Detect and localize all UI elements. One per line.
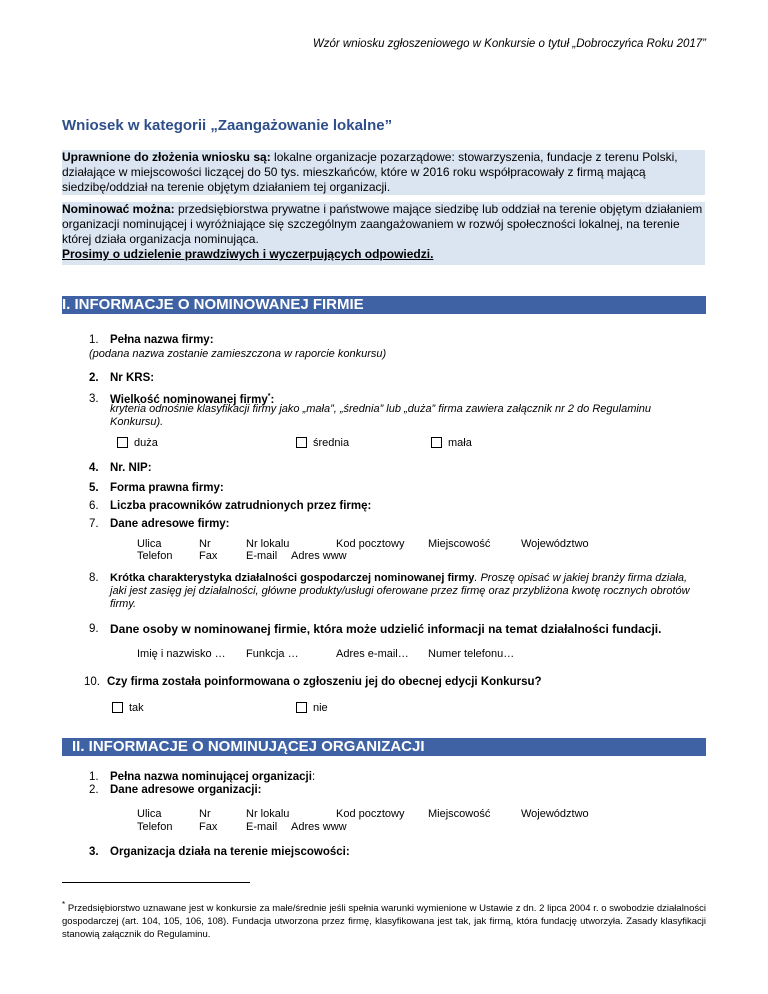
section-1-title: I. INFORMACJE O NOMINOWANEJ FIRMIE — [62, 296, 706, 314]
org-field-apartment: Nr lokalu — [246, 808, 290, 820]
item-3-label-text: Wielkość nominowanej firmy — [110, 393, 268, 406]
s2-item-1-label-text: Pełna nazwa nominującej organizacji — [110, 771, 312, 783]
footnote-text: Przedsiębiorstwo uznawane jest w konkursie za małe/średnie jeśli spełnia warunki wymienione w Ustawie z dn. 2 lipca 2004 r. o swobodzie działalności gospodarczej (art. 104, 105, 106, 108). Fundacja utworzona przez firmę, klasyfikowana jest tak, jak firmą, która fundację utworzyła. Zasady klasyfikacji stanowią załącznik do Regulaminu. — [62, 903, 706, 941]
field-number: Nr — [199, 538, 211, 550]
notified-no[interactable] — [296, 702, 328, 714]
item-8-note: . Proszę opisać w jakiej branży firma działa, jaki jest zasięg jej działalności, główne produkty/usługi oferowane przez firmę oraz przybliżona kwotę rocznych obrotów firmy. — [110, 572, 690, 610]
item-5-number: 5. — [89, 482, 99, 494]
org-field-phone: Telefon — [137, 821, 173, 833]
item-1-label: Pełna nazwa firmy: — [110, 334, 214, 346]
contact-function: Funkcja … — [246, 648, 299, 660]
eligibility-box — [62, 150, 705, 195]
item-1-number: 1. — [89, 334, 99, 346]
item-9-label: Dane osoby w nominowanej firmie, która może udzielić informacji na temat działalności fundacji. — [110, 622, 662, 636]
org-field-fax: Fax — [199, 821, 218, 833]
footnote-mark: * — [62, 900, 66, 909]
footnote — [62, 898, 706, 941]
item-8-label: Krótka charakterystyka działalności gospodarczej nominowanej firmy — [110, 572, 475, 584]
size-option-medium[interactable] — [296, 437, 349, 449]
eligibility-label: Uprawnione do złożenia wniosku są: — [62, 150, 271, 164]
s2-item-2-number: 2. — [89, 784, 99, 796]
item-6-number: 6. — [89, 500, 99, 512]
field-apartment: Nr lokalu — [246, 538, 290, 550]
contact-email: Adres e-mail… — [336, 648, 409, 660]
notified-no-label: nie — [313, 702, 328, 714]
item-2-number: 2. — [89, 372, 99, 384]
item-6-label: Liczba pracowników zatrudnionych przez firmę: — [110, 500, 372, 512]
nomination-box — [62, 202, 705, 265]
item-9-number: 9. — [89, 623, 99, 635]
size-option-large[interactable] — [117, 437, 158, 449]
footnote-divider — [62, 882, 250, 883]
item-3-number: 3. — [89, 393, 99, 405]
field-postcode: Kod pocztowy — [336, 538, 405, 550]
eligibility-text: lokalne organizacje pozarządowe: stowarzyszenia, fundacje z terenu Polski, działające w miejscowości liczącej do 50 tys. mieszkańców, które w 2016 roku współpracowały z firmą mającą siedzibę/oddział na terenie objętym działaniem tej organizacji. — [62, 150, 678, 194]
item-3-note: kryteria odnośnie klasyfikacji firmy jako „mała”, „średnia” lub „duża” firma zawiera załącznik nr 2 do Regulaminu Konkursu). — [110, 403, 652, 428]
item-8-number: 8. — [89, 572, 99, 584]
org-field-email: E-mail — [246, 821, 278, 833]
org-field-street: Ulica — [137, 808, 162, 820]
nomination-label: Nominować można: — [62, 202, 175, 216]
org-field-city: Miejscowość — [428, 808, 491, 820]
org-field-www: Adres www — [291, 821, 347, 833]
field-street: Ulica — [137, 538, 162, 550]
s2-item-3-number: 3. — [89, 846, 99, 858]
field-city: Miejscowość — [428, 538, 491, 550]
org-field-number: Nr — [199, 808, 211, 820]
org-field-postcode: Kod pocztowy — [336, 808, 405, 820]
category-title: Wniosek w kategorii „Zaangażowanie lokalne” — [62, 117, 393, 134]
s2-item-3-label: Organizacja działa na terenie miejscowości: — [110, 846, 350, 858]
item-10-number: 10. — [84, 676, 100, 688]
contact-phone: Numer telefonu… — [428, 648, 515, 660]
org-field-voivodeship: Województwo — [521, 808, 589, 820]
field-voivodeship: Województwo — [521, 538, 589, 550]
s2-item-1-number: 1. — [89, 771, 99, 783]
size-large-checkbox[interactable] — [117, 437, 128, 448]
size-medium-label: średnia — [313, 437, 350, 449]
item-4-label: Nr. NIP: — [110, 462, 152, 474]
item-1-note: (podana nazwa zostanie zamieszczona w raporcie konkursu) — [89, 348, 387, 360]
contact-name: Imię i nazwisko … — [137, 648, 226, 660]
size-small-label: mała — [448, 437, 472, 449]
item-4-number: 4. — [89, 462, 99, 474]
size-medium-checkbox[interactable] — [296, 437, 307, 448]
notified-yes-checkbox[interactable] — [112, 702, 123, 713]
s2-item-2-label: Dane adresowe organizacji: — [110, 784, 262, 796]
field-email: E-mail — [246, 550, 278, 562]
item-3-colon: : — [270, 393, 275, 406]
item-5-label: Forma prawna firmy: — [110, 482, 224, 494]
item-8-text — [110, 572, 706, 611]
nomination-text: przedsiębiorstwa prywatne i państwowe mające siedzibę lub oddział na terenie objętym działaniem organizacji nominującej i wyróżniające się szczególnym zaangażowaniem w rozwój społeczności lokalnej, na terenie której działa organizacja nominująca. — [62, 202, 703, 246]
document-header: Wzór wniosku zgłoszeniowego w Konkursie o tytuł „Dobroczyńca Roku 2017” — [312, 38, 706, 50]
size-large-label: duża — [134, 437, 158, 449]
section-2-title: II. INFORMACJE O NOMINUJĄCEJ ORGANIZACJI — [62, 738, 706, 756]
request-text: Prosimy o udzielenie prawdziwych i wyczerpujących odpowiedzi. — [62, 247, 434, 261]
field-fax: Fax — [199, 550, 218, 562]
item-7-label: Dane adresowe firmy: — [110, 518, 230, 530]
notified-yes[interactable] — [112, 702, 144, 714]
field-phone: Telefon — [137, 550, 173, 562]
notified-no-checkbox[interactable] — [296, 702, 307, 713]
size-option-small[interactable] — [431, 437, 472, 449]
footnote-ref: * — [267, 393, 271, 400]
field-www: Adres www — [291, 550, 347, 562]
item-10-label: Czy firma została poinformowana o zgłoszeniu jej do obecnej edycji Konkursu? — [107, 676, 542, 688]
s2-item-1-label — [110, 771, 315, 783]
item-7-number: 7. — [89, 518, 99, 530]
s2-item-1-colon: : — [311, 771, 316, 783]
size-small-checkbox[interactable] — [431, 437, 442, 448]
item-2-label: Nr KRS: — [110, 372, 155, 384]
notified-yes-label: tak — [129, 702, 144, 714]
